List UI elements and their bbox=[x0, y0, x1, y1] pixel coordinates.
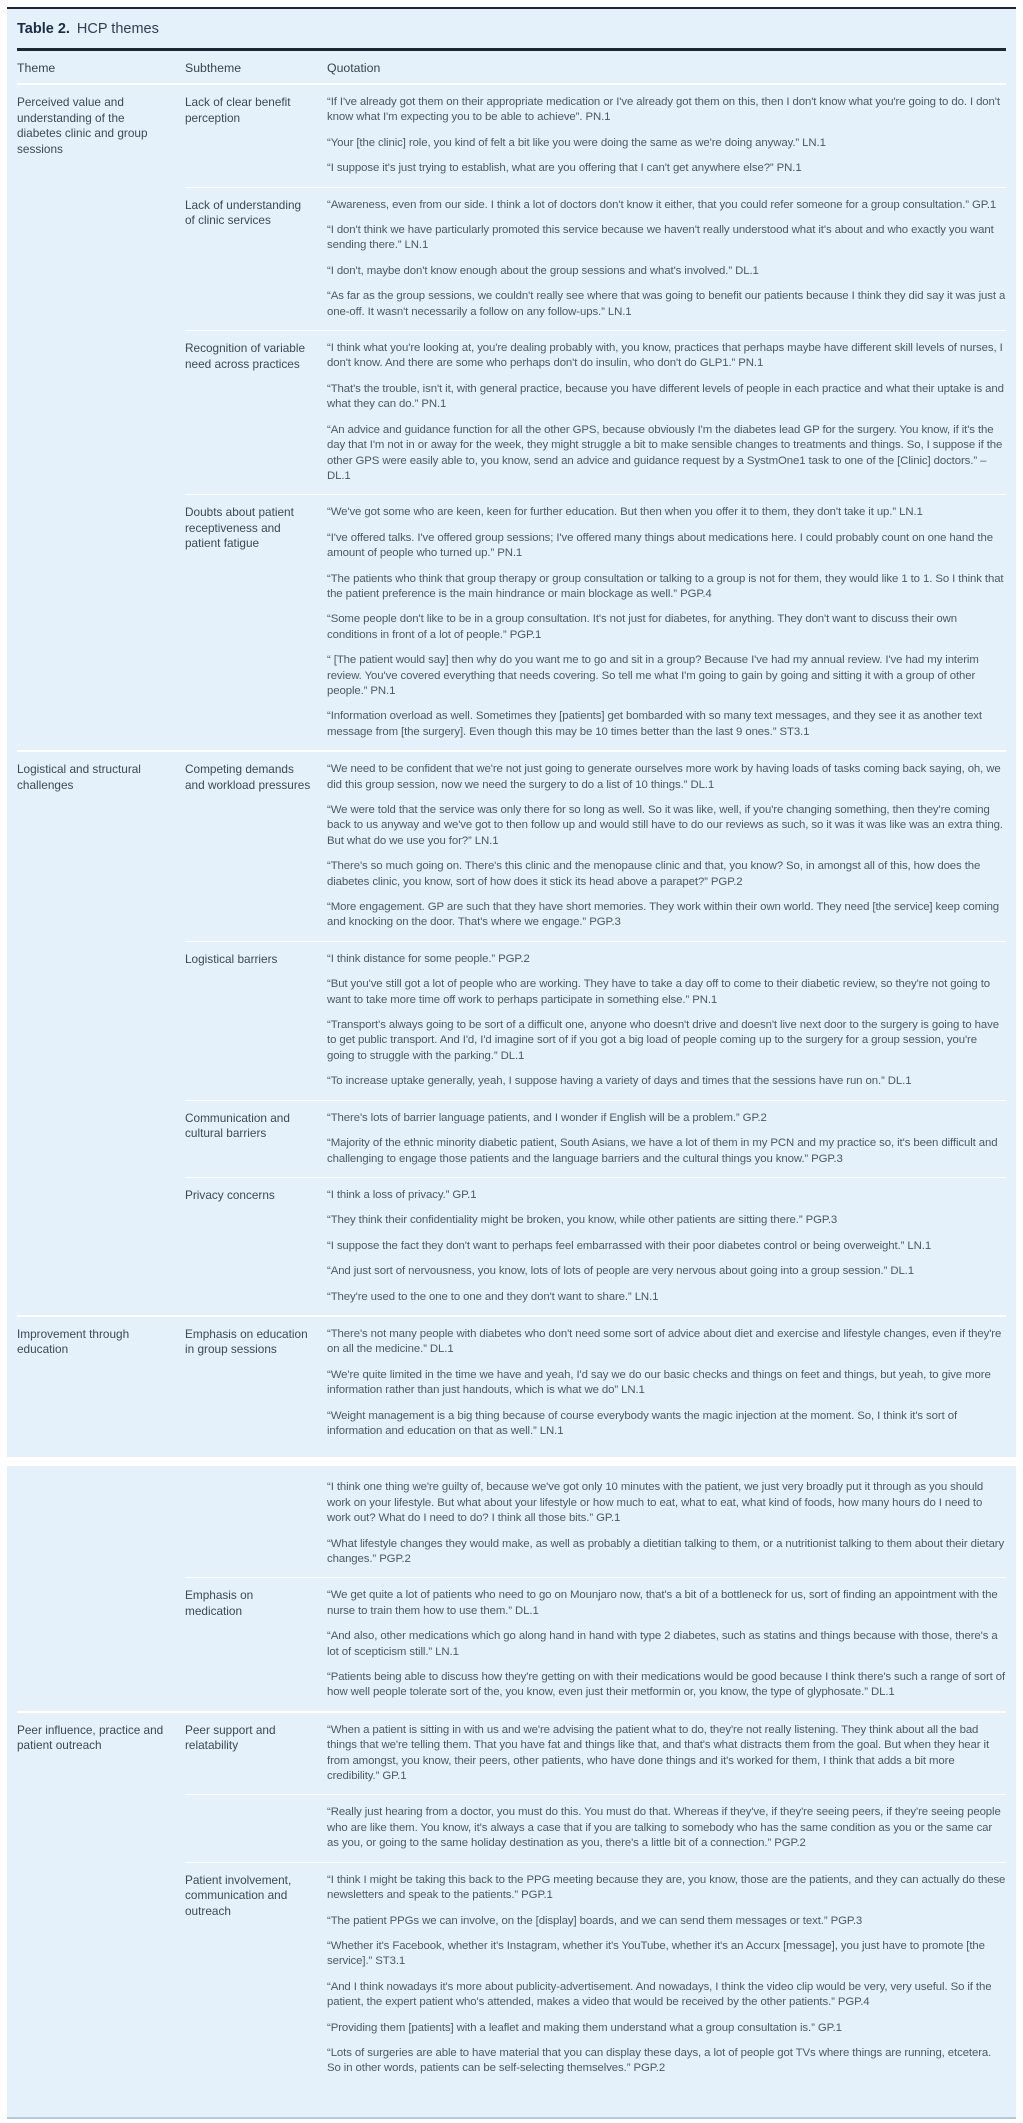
quotation: “To increase uptake generally, yeah, I suppose having a variety of days and times that the sessions have run on.” DL.1 bbox=[327, 1075, 912, 1088]
subtheme-groups bbox=[185, 752, 1006, 1315]
subtheme-cell: Communication and cultural barriers bbox=[185, 1110, 290, 1141]
theme-row bbox=[17, 1470, 1006, 1710]
quotation: “Really just hearing from a doctor, you must do this. You must do that. Whereas if they've, if they're seeing peers, if they're seeing people who are like them. You know, it's always a case that if you are talking to somebody who has the same condition as you or the same car as you, or going to the same holiday destination as you, there's a little bit of a connection.” PGP.2 bbox=[327, 1806, 1001, 1850]
quotation: “I suppose it's just trying to establish, what are you offering that I can't get anywhere else?” PN.1 bbox=[327, 162, 802, 175]
quotation-cell bbox=[327, 331, 1006, 494]
quotation: “I think I might be taking this back to the PPG meeting because they are, you know, those are the patients, and they can actually do these newsletters and speak to the patients.” PGP.1 bbox=[327, 1873, 1006, 1902]
quotation: “I think a loss of privacy.” GP.1 bbox=[327, 1188, 477, 1201]
quotation: “We need to be confident that we're not just going to generate ourselves more work by having loads of tasks coming back saying, oh, we did this group session, now we need the surgery to do a list of 10 things.” DL.1 bbox=[327, 763, 1001, 791]
quotation-cell bbox=[327, 752, 1006, 941]
subtheme-cell: Emphasis on education in group sessions bbox=[185, 1326, 308, 1357]
subtheme-cell: Competing demands and workload pressures bbox=[185, 762, 311, 792]
quotation: “I suppose the fact they don't want to perhaps feel embarrassed with their poor diabetes control or being overweight.” LN.1 bbox=[327, 1239, 932, 1252]
table-title bbox=[17, 9, 1006, 48]
quotation: “When a patient is sitting in with us and we're advising the patient what to do, they're not really listening. They think about all the bad things that we're telling them. That you have fat and things like that, and that's what distracts them from the goal. But when they hear it from amongst, you know, their peers, other patients, who have done things and it's worked for them, I think that adds a bit more credibility.” GP.1 bbox=[327, 1723, 990, 1783]
theme-cell: Peer influence, practice and patient outreach bbox=[17, 1722, 164, 1753]
quotation: “Patients being able to discuss how they're getting on with their medications would be good because I think there's such a range of sort of how well people tolerate sort of the, you know, even just their metformin or, you know, the type of glyphosate.” DL.1 bbox=[327, 1671, 1006, 1699]
quotation-cell bbox=[327, 942, 1006, 1100]
theme-row bbox=[17, 750, 1006, 1315]
subtheme-group bbox=[185, 1577, 1006, 1710]
quotation: “I think one thing we're guilty of, because we've got only 10 minutes with the patient, we just very broadly put it through as you should work on your lifestyle. But what about your lifestyle or how much to eat, what to eat, what kind of foods, how many hours do I need to work out? What do I need to do? I think all those bits.” GP.1 bbox=[327, 1481, 984, 1525]
quotation: “I think distance for some people.” PGP.2 bbox=[327, 952, 530, 965]
subtheme-groups bbox=[185, 1713, 1006, 2087]
subtheme-cell bbox=[185, 1795, 327, 1861]
subtheme-cell: Peer support and relatability bbox=[185, 1722, 276, 1753]
quotation: “I don't, maybe don't know enough about the group sessions and what's involved.” DL.1 bbox=[327, 264, 759, 277]
subtheme-group bbox=[185, 941, 1006, 1100]
quotation: “The patient PPGs we can involve, on the [display] boards, and we can send them messages or text.” PGP.3 bbox=[327, 1914, 863, 1927]
subtheme-cell: Logistical barriers bbox=[185, 951, 278, 966]
page-break-gap bbox=[7, 1457, 1016, 1466]
quotation: “Information overload as well. Sometimes they [patients] get bombarded with so many text messages, and they see it as another text message from [the surgery]. Even though this may be 10 times better than the last 9 ones.” ST3.1 bbox=[327, 710, 982, 738]
table-body bbox=[17, 85, 1006, 2087]
subtheme-groups bbox=[185, 1470, 1006, 1710]
subtheme-group bbox=[185, 1862, 1006, 2087]
quotation: “ [The patient would say] then why do you want me to go and sit in a group? Because I've had my annual review. I've had my interim review. You've covered everything that needs covering. So tell me what I'm going to gain by going and sitting it with a group of other people.” PN.1 bbox=[327, 654, 979, 697]
table-2-panel bbox=[7, 7, 1016, 2119]
quotation-cell bbox=[327, 1317, 1006, 1449]
quotation-cell bbox=[327, 1578, 1006, 1710]
table-section bbox=[17, 85, 1006, 1449]
column-header-subtheme: Subtheme bbox=[185, 61, 242, 75]
quotation: “They're used to the one to one and they don't want to share.” LN.1 bbox=[327, 1290, 659, 1303]
subtheme-cell: Privacy concerns bbox=[185, 1187, 275, 1202]
subtheme-group bbox=[185, 1713, 1006, 1795]
quotation: “Some people don't like to be in a group consultation. It's not just for diabetes, for anything. They don't want to discuss their own conditions in front of a lot of people.” PGP.1 bbox=[327, 613, 957, 641]
quotation: “And I think nowadays it's more about publicity-advertisement. And nowadays, I think the video clip would be very, very useful. So if the patient, the expert patient who's attended, makes a video that would be received by the other patients.” PGP.4 bbox=[327, 1980, 992, 2009]
quotation: “As far as the group sessions, we couldn't really see where that was going to benefit our patients because I think they did say it was just a one-off. It wasn't necessarily a follow on any follow-ups.” LN.1 bbox=[327, 290, 1006, 318]
quotation: “More engagement. GP are such that they have short memories. They work within their own world. They need [the service] keep coming and knocking on the door. That's where we engage.” PGP.3 bbox=[327, 901, 1000, 929]
quotation: “If I've already got them on their appropriate medication or I've already got them on this, then I don't know what you're going to do. I don't know what I'm expecting you to be able to achieve”. PN.1 bbox=[327, 96, 1000, 124]
quotation: “Providing them [patients] with a leaflet and making them understand what a group consultation is.” GP.1 bbox=[327, 2021, 842, 2034]
quotation-cell bbox=[327, 495, 1006, 750]
quotation-cell bbox=[327, 1863, 1006, 2087]
quotation: “There's not many people with diabetes who don't need some sort of advice about diet and exercise and lifestyle changes, even if they're on all the medicine.” DL.1 bbox=[327, 1327, 1002, 1356]
subtheme-cell bbox=[185, 1470, 327, 1577]
quotation: “There's so much going on. There's this clinic and the menopause clinic and that, you know? So, in amongst all of this, how does the diabetes clinic, you know, sort of how does it stick its head above a parapet?” PGP.2 bbox=[327, 860, 981, 888]
quotation: “The patients who think that group therapy or group consultation or talking to a group is not for them, they would like 1 to 1. So I think that the patient preference is the main hindrance or main blockage as well.” PGP.4 bbox=[327, 572, 1004, 600]
quotation-cell bbox=[327, 1178, 1006, 1315]
theme-cell: Improvement through education bbox=[17, 1326, 130, 1357]
quotation: “We were told that the service was only there for so long as well. So it was like, well, if you're changing something, then they're coming back to us anyway and we've got to then follow up and would still have to do our reviews as such, so it was it was like was an extra thing. But what do we use you for?” LN.1 bbox=[327, 804, 1003, 847]
quotation: “Majority of the ethnic minority diabetic patient, South Asians, we have a lot of them in my PCN and my practice so, it's been difficult and challenging to engage those patients and the language barriers and the cultural things you know.” PGP.3 bbox=[327, 1137, 998, 1165]
subtheme-groups bbox=[185, 1317, 1006, 1449]
subtheme-cell: Lack of understanding of clinic services bbox=[185, 197, 302, 228]
subtheme-group bbox=[185, 494, 1006, 750]
quotation-cell bbox=[327, 1713, 1006, 1795]
subtheme-groups bbox=[185, 85, 1006, 750]
theme-cell bbox=[17, 1470, 185, 1710]
table-caption: HCP themes bbox=[76, 21, 159, 37]
quotation: “Lots of surgeries are able to have material that you can display these days, a lot of people got TVs where things are running, etcetera. So in other words, patients can be self-selecting themselves.” PGP.2 bbox=[327, 2046, 992, 2075]
theme-row bbox=[17, 1711, 1006, 2087]
quotation: “They think their confidentiality might be broken, you know, while other patients are sitting there.” PGP.3 bbox=[327, 1214, 838, 1227]
subtheme-cell: Lack of clear benefit perception bbox=[185, 95, 291, 125]
quotation: “What lifestyle changes they would make, as well as probably a dietitian talking to them, or a nutritionist talking to them about their dietary changes.” PGP.2 bbox=[327, 1537, 1005, 1565]
quotation-cell bbox=[327, 1795, 1006, 1861]
table-section bbox=[17, 1470, 1006, 2086]
quotation: “That's the trouble, isn't it, with general practice, because you have different levels of people in each practice and what their uptake is and what they can do.” PN.1 bbox=[327, 382, 1004, 411]
column-header-quotation: Quotation bbox=[327, 61, 381, 75]
subtheme-group bbox=[185, 1177, 1006, 1315]
quotation: “And also, other medications which go along hand in hand with type 2 diabetes, such as statins and things because with those, there's a lot of scepticism still.” LN.1 bbox=[327, 1630, 998, 1658]
theme-cell: Perceived value and understanding of the diabetes clinic and group sessions bbox=[17, 95, 148, 156]
quotation: “Your [the clinic] role, you kind of felt a bit like you were doing the same as we're doing anyway.” LN.1 bbox=[327, 136, 826, 149]
quotation-cell bbox=[327, 85, 1006, 187]
quotation: “I've offered talks. I've offered group sessions; I've offered many things about medications here. I could probably count on one hand the amount of people who turned up.” PN.1 bbox=[327, 531, 993, 560]
subtheme-group bbox=[185, 330, 1006, 494]
quotation: “I think what you're looking at, you're dealing probably with, you know, practices that perhaps maybe have different skill levels of nurses, I don't know. And there are some who perhaps don't do insulin, who don't do GLP1.” PN.1 bbox=[327, 342, 1003, 370]
quotation-cell bbox=[327, 188, 1006, 330]
quotation: “And just sort of nervousness, you know, lots of lots of people are very nervous about going into a group session.” DL.1 bbox=[327, 1265, 914, 1278]
quotation: “We've got some who are keen, keen for further education. But then when you offer it to them, they don't take it up.” LN.1 bbox=[327, 506, 923, 519]
subtheme-group bbox=[185, 1100, 1006, 1177]
subtheme-group bbox=[185, 752, 1006, 941]
quotation: “Transport's always going to be sort of a difficult one, anyone who doesn't drive and doesn't live next door to the surgery is going to have to get public transport. And I'd, I'd imagine sort of if you got a big load of people coming up to the surgery for a group session, you're going to struggle with the parking.” DL.1 bbox=[327, 1019, 999, 1062]
subtheme-cell: Doubts about patient receptiveness and patient fatigue bbox=[185, 505, 294, 551]
quotation: “We get quite a lot of patients who need to go on Mounjaro now, that's a bit of a bottleneck for us, sort of finding an appointment with the nurse to train them how to use them.” DL.1 bbox=[327, 1589, 998, 1617]
theme-row bbox=[17, 1315, 1006, 1449]
quotation-cell bbox=[327, 1470, 1006, 1577]
subtheme-group bbox=[185, 1317, 1006, 1449]
quotation: “Whether it's Facebook, whether it's Instagram, whether it's YouTube, whether it's an Accurx [message], you just have to promote [the service].” ST3.1 bbox=[327, 1939, 985, 1968]
quotation: “I don't think we have particularly promoted this service because we haven't really understood what it's about and who exactly you want sending there.” LN.1 bbox=[327, 224, 994, 252]
subtheme-cell: Emphasis on medication bbox=[185, 1588, 254, 1618]
subtheme-cell: Recognition of variable need across practices bbox=[185, 341, 306, 371]
subtheme-group bbox=[185, 187, 1006, 330]
subtheme-group bbox=[185, 1470, 1006, 1577]
theme-cell: Logistical and structural challenges bbox=[17, 762, 141, 792]
column-header-theme: Theme bbox=[17, 61, 56, 75]
quotation: “But you've still got a lot of people who are working. They have to take a day off to come to their diabetic review, so they're not going to want to take more time off work to perhaps participate in something else.” PN.1 bbox=[327, 978, 990, 1006]
subtheme-group bbox=[185, 85, 1006, 187]
quotation: “We're quite limited in the time we have and yeah, I'd say we do our basic checks and things on feet and things, but yeah, to give more information rather than just handouts, which is what we do” LN.1 bbox=[327, 1368, 991, 1397]
column-header-row bbox=[17, 51, 1006, 85]
theme-row bbox=[17, 85, 1006, 750]
quotation: “Weight management is a big thing because of course everybody wants the magic injection at the moment. So, I think it's sort of information and education on that as well.” LN.1 bbox=[327, 1409, 958, 1437]
quotation: “An advice and guidance function for all the other GPS, because obviously I'm the diabetes lead GP for the surgery. You know, if it's the day that I'm not in or away for the week, they might struggle a bit to make sensible changes to treatments and things. So, I suppose if the other GPS were easily able to, you know, send an advice and guidance request by a SystmOne1 task to one of the [Clinic] doctors.” – DL.1 bbox=[327, 423, 1003, 482]
table-number-label: Table 2. bbox=[17, 21, 70, 37]
quotation: “There's lots of barrier language patients, and I wonder if English will be a problem.” GP.2 bbox=[327, 1111, 767, 1124]
quotation-cell bbox=[327, 1101, 1006, 1177]
subtheme-cell: Patient involvement, communication and outreach bbox=[185, 1872, 292, 1918]
quotation: “Awareness, even from our side. I think a lot of doctors don't know it either, that you could refer someone for a group consultation.” GP.1 bbox=[327, 198, 997, 211]
subtheme-group bbox=[185, 1794, 1006, 1861]
